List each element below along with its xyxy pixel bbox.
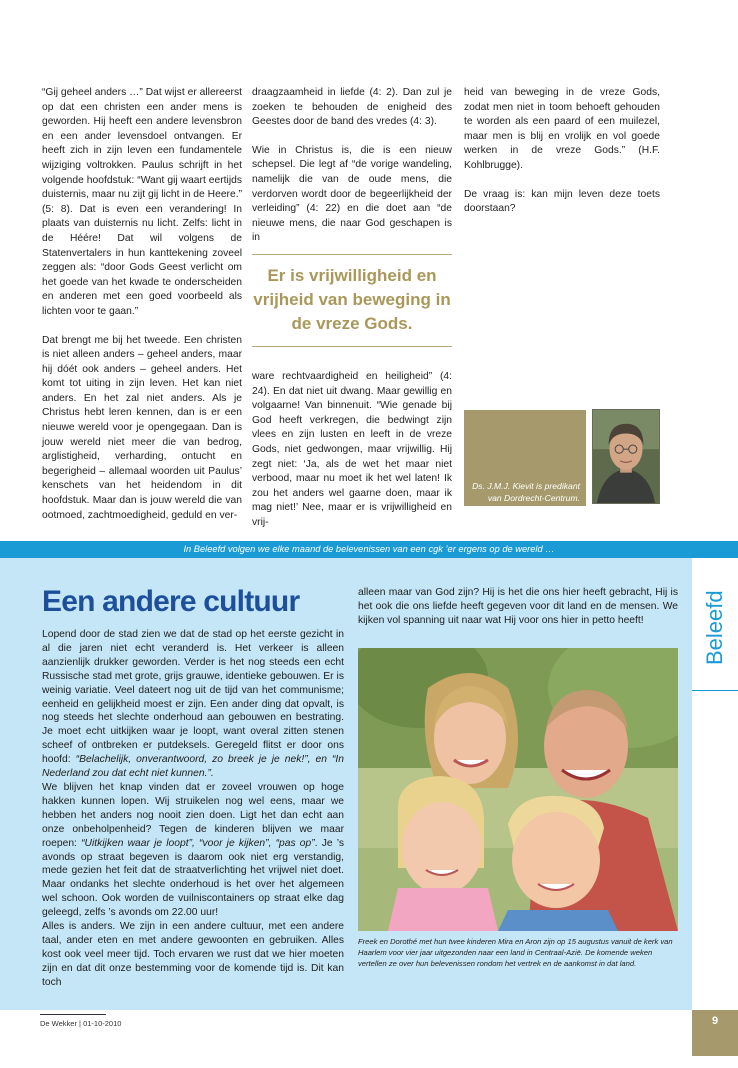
family-photo — [358, 648, 678, 931]
beleefd-paragraph: Alles is anders. We zijn in een andere cultuur, met een andere taal, ander eten en met andere gewoonten en gebruiken. Alles kost ook veel meer tijd. Toch ervaren we rust dat we hier moeten zijn en dat dit onze bestemming voor de komende tijd is. Dit kan toch — [42, 921, 344, 988]
article-paragraph: ware rechtvaardigheid en heiligheid” (4: 24). En dat niet uit dwang. Maar gewillig en volgaarne! Van binnenuit. “Wie genade bij God heeft verkregen, die bedwingt zijn vlees en zijn lusten en leeft in de vreze Gods, niet gedwongen, maar vrijwillig. Hij zegt niet: ‘Ja, als de wet het maar niet verbood, maar nu moet ik het wel laten! Ik zou het anders wel gaarne doen, maar ik mag niet!’ Nee, maar er is vrijwilligheid en vrij- — [252, 371, 452, 528]
article-column-2-top — [252, 86, 452, 260]
article-paragraph: draagzaamheid in liefde (4: 2). Dan zul je zoeken te behouden de enigheid des Geestes door de band des vredes (4: 3). — [252, 87, 452, 128]
beleefd-paragraph: We blijven het knap vinden dat er zoveel vrouwen op hoge hakken kunnen lopen. Wij struikelen nog wel eens, maar we hebben het anders nog nooit zien doen. Ligt het dan echt aan onze onbeholpenheid? Tegen de kinderen blijven we maar roepen: — [42, 781, 344, 849]
side-divider — [692, 690, 738, 691]
article-paragraph: heid van beweging in de vreze Gods, zodat men niet in toom behoeft gehouden te worden als een paard of een muilezel, maar men is blij en vrolijk en vol goede werken in de vreze Gods.” (H.F. Kohlbrugge). — [464, 87, 660, 171]
section-banner: In Beleefd volgen we elke maand de belevenissen van een cgk ’er ergens op de wereld … — [0, 541, 738, 558]
section-side-label: Beleefd — [702, 590, 727, 665]
author-caption-box — [464, 410, 586, 506]
article-column-2-bottom — [252, 370, 452, 545]
article-paragraph: De vraag is: kan mijn leven deze toets doorstaan? — [464, 188, 660, 215]
footer-publication: De Wekker | 01-10-2010 — [40, 1019, 122, 1028]
author-caption-line: van Dordrecht-Centrum. — [487, 493, 580, 503]
page-number: 9 — [692, 1010, 738, 1056]
beleefd-paragraph: alleen maar van God zijn? Hij is het die ons hier heeft gebracht, Hij is het ook die ons liefde heeft gegeven voor dit land en de mensen. We kijken vol spanning uit naar wat Hij voor ons hier in petto heeft! — [358, 587, 678, 626]
article-column-1 — [42, 86, 242, 537]
beleefd-quote: “Belachelijk, onverantwoord, zo breek je je nek!”, en “In Nederland zou dat echt niet kunnen.”. — [42, 754, 344, 780]
beleefd-column-right — [358, 586, 678, 628]
author-caption-line: Ds. J.M.J. Kievit is predikant — [472, 481, 580, 491]
author-portrait — [592, 409, 660, 504]
beleefd-title: Een andere cultuur — [42, 585, 300, 618]
article-paragraph: “Gij geheel anders …” Dat wijst er allereerst op dat een christen een ander mens is geworden. Hij heeft een andere levensbron en een ander levensdoel ontvangen. Er heeft zich in zijn leven een fundamentele wijziging voltrokken. Paulus schrijft in het volgende hoofdstuk: “Want gij waart eertijds duisternis, maar nu zijt gij licht in de Heere.” (5: 8). Dat is even een verandering! In plaats van duisternis nu licht. Zelfs: licht in de Héére! Dat wil volgens de Statenvertalers in hun kanttekening zoveel zeggen als: “door Gods Geest verlicht om het goede van het kwade te onderscheiden en anderen met een goed voorbeeld als lichten voor te gaan.” — [42, 87, 242, 317]
beleefd-quote: “Uitkijken waar je loopt”, “voor je kijken”, “pas op” — [81, 837, 315, 849]
pull-quote: Er is vrijwilligheid en vrijheid van beweging in de vreze Gods. — [252, 254, 452, 347]
footer-rule — [40, 1014, 106, 1015]
beleefd-column-left — [42, 628, 344, 990]
beleefd-paragraph: Lopend door de stad zien we dat de stad op het eerste gezicht in al die jaren niet echt veranderd is. Het verkeer is alleen aanzienlijk drukker geworden. Verder is het nog steeds een echt Russische stad met grote, grijs grauwe, identieke gebouwen. Er is weinig variatie. Veel dateert nog uit de tijd van het communisme; eenheid en gelijkheid moest er zijn. Een ander ding dat opvalt, is nog steeds het slechte onderhoud aan gebouwen en bestrating. Je moet echt uitkijken waar je loopt, want overal zitten stenen scheef of ontbreken er putdeksels. Geregeld flitst er door ons hoofd: — [42, 629, 344, 766]
beleefd-paragraph: . Je ’s avonds op straat begeven is daarom ook niet erg verstandig, mede gezien het feit dat de straatverlichting het vrijwel niet doet. Maar ondanks het slechte onderhoud is het over het algemeen wel schoon. Ook worden de vuilniscontainers op straat elke dag geleegd, zelfs ’s avonds om 22.00 uur! — [42, 837, 344, 919]
article-paragraph: Wie in Christus is, die is een nieuw schepsel. Die legt af “de vorige wandeling, namelijk die van de oude mens, die verdorven wordt door de begeerlijkheid der verleiding” (4: 22) en die doet aan “de nieuwe mens, die naar God geschapen is in — [252, 144, 452, 244]
article-column-3 — [464, 86, 660, 231]
article-paragraph: Dat brengt me bij het tweede. Een christen is niet alleen anders – geheel anders, maar hij dóét ook anders – geheel anders. Het komt tot uiting in zijn leven. Het kan niet anders. En het zal niet anders. Als je Christus hebt leren kennen, dan is er een nieuwe wereld voor je opengegaan. Dan is jouw wereld niet meer die van bedrog, arglistigheid, verharding, ontucht en begerigheid – allemaal woorden uit Paulus’ kenschets van het heidendom in dit hoofdstuk. Maar dan is jouw wereld die van ootmoed, zachtmoedigheid, geduld en ver- — [42, 334, 242, 521]
photo-caption: Freek en Dorothé met hun twee kinderen Mira en Aron zijn op 15 augustus vanuit de kerk van Haarlem voor vier jaar uitgezonden naar een land in Centraal-Azië. De komende weken vertellen ze over hun belevenissen rondom het vertrek en de aankomst in dat land. — [358, 937, 673, 968]
